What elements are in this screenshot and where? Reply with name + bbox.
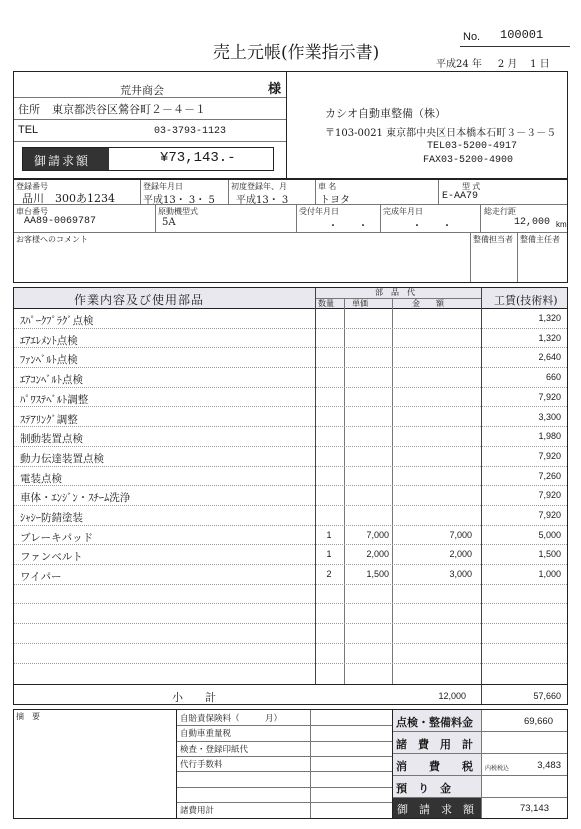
tax-note: 内税税込 <box>485 766 510 772</box>
v1 <box>140 180 141 204</box>
v2 <box>228 180 229 204</box>
date-month: 2 <box>497 59 505 70</box>
col-labor-header: 工賃(技術料) <box>494 294 558 307</box>
car-name-label: 車 名 <box>318 182 337 191</box>
customer-honorific: 様 <box>268 82 282 97</box>
table-row <box>14 309 567 329</box>
sum-line-3 <box>393 775 567 776</box>
reg-date: 平成13・ 3・ 5 <box>143 195 215 206</box>
v10 <box>517 232 518 282</box>
mechanic-label: 整備担当者 <box>473 235 513 244</box>
row-labor: 5,000 <box>538 529 561 540</box>
row-item: 制動装置点検 <box>20 433 83 446</box>
table-row <box>14 624 567 644</box>
row-item: ｴｱｴﾚﾒﾝﾄ点検 <box>20 334 78 347</box>
expense-label: 諸費用計 <box>180 804 215 815</box>
row-item: ｽﾊﾟｰｸﾌﾟﾗｸﾞ点検 <box>20 315 94 327</box>
company-tel: TEL03-5200-4917 <box>427 141 518 152</box>
company-fax: FAX03-5200-4900 <box>423 155 514 166</box>
row-qty: 1 <box>326 529 332 540</box>
address-line <box>14 119 286 120</box>
row-item: 動力伝達装置点検 <box>20 452 104 465</box>
table-row <box>14 467 567 487</box>
row-labor: 7,920 <box>538 391 561 402</box>
row-unit: 1,500 <box>366 569 389 580</box>
row-labor: 1,320 <box>538 313 561 323</box>
company-address: 〒103-0021 東京都中央区日本橋本石町３－３－５ <box>325 128 557 139</box>
row-labor: 1,320 <box>538 332 561 343</box>
v8 <box>480 204 481 232</box>
row-unit: 7,000 <box>366 529 389 540</box>
customer-name-line <box>14 97 286 98</box>
subtotal-line <box>14 684 567 685</box>
row-amount: 3,000 <box>449 569 472 580</box>
tax-label: 消 費 税 <box>396 760 473 773</box>
row-labor: 660 <box>545 372 561 383</box>
table-row <box>14 605 567 625</box>
first-reg-label: 初度登録年、月 <box>231 182 287 191</box>
expense-divider <box>177 787 392 788</box>
completed: ・ ・ <box>412 221 452 232</box>
row-amount: 7,000 <box>449 529 472 540</box>
table-row <box>14 447 567 467</box>
row-labor: 2,640 <box>538 352 561 363</box>
table-row <box>14 408 567 428</box>
subtotal-label: 小 計 <box>172 691 216 704</box>
row-labor: 7,920 <box>538 450 561 461</box>
first-reg: 平成13・ 3 <box>236 195 289 206</box>
table-row <box>14 348 567 368</box>
table-row <box>14 388 567 408</box>
date-era: 平成 <box>436 59 456 70</box>
chassis: AA89-0069787 <box>24 216 97 227</box>
date-day: 1 <box>530 59 537 70</box>
table-row <box>14 329 567 349</box>
mileage-unit: km <box>556 220 567 229</box>
row-item: ｴｱｺﾝﾍﾞﾙﾄ点検 <box>20 374 83 387</box>
sum-line-2 <box>393 753 567 754</box>
row-item: 電装点検 <box>20 472 62 485</box>
billing-label: 御請求額 <box>34 154 91 168</box>
chassis-label: 車台番号 <box>16 207 48 216</box>
table-row <box>14 486 567 506</box>
sum-line-1 <box>393 731 567 732</box>
row-amount: 2,000 <box>449 549 472 560</box>
date-year: 24 <box>456 59 469 70</box>
engine-label: 原動機型式 <box>158 207 198 216</box>
row-labor: 7,260 <box>538 470 561 481</box>
memo-label: 摘 要 <box>16 712 40 721</box>
fees-label: 諸 費 用 計 <box>396 738 473 751</box>
model: E-AA79 <box>442 191 479 202</box>
tax-value: 3,483 <box>537 760 561 771</box>
v4 <box>438 180 439 204</box>
row-qty: 2 <box>326 569 332 580</box>
col-amount-header: 金 額 <box>412 299 444 308</box>
number-underline <box>460 46 570 47</box>
row-item: ﾊﾟﾜｽﾃﾍﾞﾙﾄ調整 <box>20 393 89 406</box>
total-label: 御 請 求 額 <box>397 803 474 816</box>
expense-divider <box>177 741 392 742</box>
date-month-unit: 月 <box>507 59 518 70</box>
row-item: 車体・ｴﾝｼﾞﾝ・ｽﾁｰﾑ洗浄 <box>20 492 131 505</box>
issue-date <box>436 55 550 70</box>
received: ・ ・ <box>328 221 368 232</box>
total-value: 73,143 <box>519 803 549 814</box>
row-item: ブレーキパッド <box>20 531 94 544</box>
row-item: ﾌｧﾝﾍﾞﾙﾄ点検 <box>20 354 78 367</box>
col-qty-header: 数量 <box>318 299 334 308</box>
v5 <box>155 204 156 232</box>
row-labor: 1,500 <box>538 549 561 560</box>
row-labor: 3,300 <box>538 411 561 422</box>
expense-divider <box>177 725 392 726</box>
v7 <box>380 204 381 232</box>
parts-sub-line <box>315 298 481 299</box>
row-labor: 7,920 <box>538 510 561 520</box>
row-labor: 1,980 <box>538 431 561 442</box>
expense-divider <box>177 771 392 772</box>
row-item: ファンベルト <box>20 551 83 564</box>
subtotal-parts: 12,000 <box>438 691 466 701</box>
table-row <box>14 565 567 585</box>
tel-line <box>14 141 286 142</box>
chief-label: 整備主任者 <box>520 235 560 244</box>
comment-label: お客様へのコメント <box>16 235 88 244</box>
expense-label: 代行手数料 <box>180 758 223 769</box>
table-row <box>14 526 567 546</box>
row-labor: 7,920 <box>538 490 561 501</box>
table-row <box>14 644 567 664</box>
row-unit: 2,000 <box>366 549 389 560</box>
number-label: No. <box>463 31 481 43</box>
v9 <box>470 232 471 282</box>
reg-no-label: 登録番号 <box>16 182 48 191</box>
v3 <box>315 180 316 204</box>
table-row <box>14 368 567 388</box>
expense-label: 検査・登録印紙代 <box>180 743 249 754</box>
date-day-unit: 日 <box>539 59 550 70</box>
model-label: 型 式 <box>462 182 481 191</box>
received-label: 受付年月日 <box>299 207 339 216</box>
row-qty: 1 <box>326 549 332 560</box>
customer-name: 荒井商会 <box>120 84 164 97</box>
date-year-unit: 年 <box>471 59 482 70</box>
car-name: トヨタ <box>320 195 350 206</box>
document-title: 売上元帳(作業指示書) <box>213 43 380 63</box>
table-row <box>14 506 567 526</box>
reg-date-label: 登録年月日 <box>143 182 183 191</box>
completed-label: 完成年月日 <box>383 207 423 216</box>
deposit-label: 預 り 金 <box>396 782 451 795</box>
customer-divider <box>286 72 287 178</box>
row-item: ｼｬｼｰ防錆塗装 <box>20 512 83 524</box>
number-value: 100001 <box>500 28 544 42</box>
mileage-label: 総走行距 <box>484 207 516 216</box>
row-item: ｽﾃｱﾘﾝｸﾞ調整 <box>20 413 78 426</box>
table-row <box>14 585 567 605</box>
inspection-label: 点検・整備料金 <box>396 716 473 729</box>
tel-label: TEL <box>18 124 39 136</box>
billing-amount: ¥73,143.- <box>160 150 236 166</box>
expense-divider <box>177 756 392 757</box>
row-item: ワイパー <box>20 571 62 584</box>
col-parts-header: 部 品 代 <box>375 288 415 297</box>
engine: 5A <box>162 217 176 228</box>
inspection-value: 69,660 <box>523 716 553 727</box>
company-name: カシオ自動車整備（株） <box>325 107 446 120</box>
table-row <box>14 664 567 684</box>
mileage: 12,000 <box>514 217 551 228</box>
expense-label: 自賠責保険料（ 月） <box>180 713 283 723</box>
table-row <box>14 545 567 565</box>
expense-divider <box>177 802 392 803</box>
customer-address: 東京都渋谷区鶯谷町２－４－１ <box>52 103 206 116</box>
table-row <box>14 427 567 447</box>
customer-tel: 03-3793-1123 <box>154 126 227 137</box>
reg-no: 品川 300あ1234 <box>22 192 115 205</box>
v6 <box>296 204 297 232</box>
row-labor: 1,000 <box>538 569 561 580</box>
col-unit-header: 単価 <box>352 299 368 308</box>
vehicle-row2-line <box>14 232 567 233</box>
address-label: 住所 <box>18 103 40 116</box>
col-work-header: 作業内容及び使用部品 <box>74 293 205 307</box>
subtotal-labor: 57,660 <box>533 691 561 701</box>
expense-label: 自動車重量税 <box>180 728 232 739</box>
